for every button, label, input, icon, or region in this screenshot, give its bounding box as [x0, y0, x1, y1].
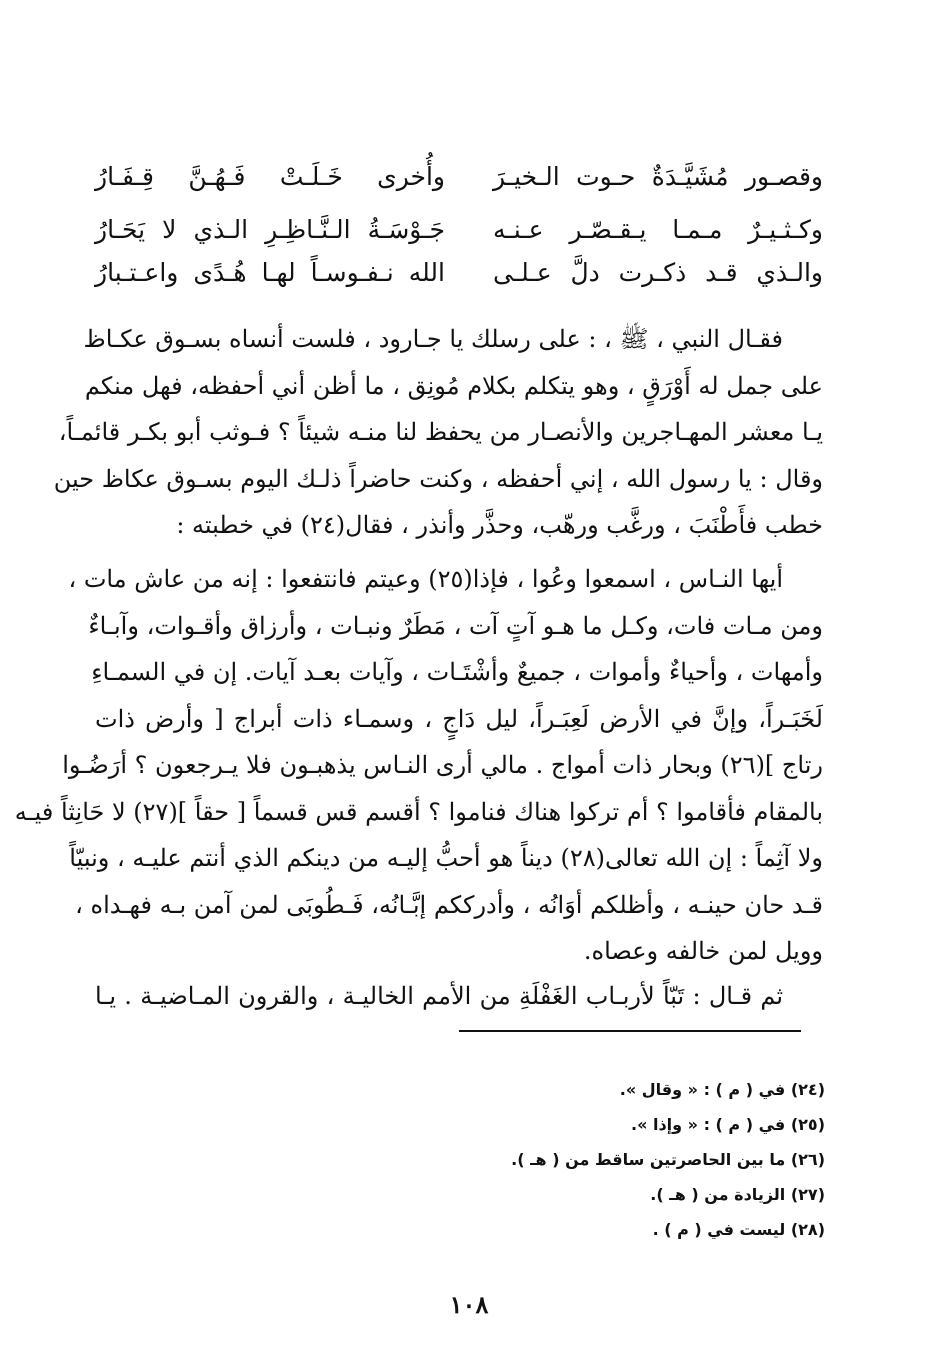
text-line: بالمقام فأقاموا ؟ أم تركوا هناك فناموا ؟ أقسم قس قسماً [ حقاً ](٢٧) لا حَانِثاً فيـه	[14, 797, 823, 826]
page-number: ١٠٨	[449, 1290, 489, 1319]
poem-hemistich-first: وكـثـيـرٌ مـمـا يـقـصّـر عـنـه	[493, 215, 823, 244]
poem-hemistich-first: وقصـور مُشَيَّـدَةٌ حـوت الـخيـرَ	[493, 162, 823, 191]
text-line: خطب فأَطْنَبَ ، ورغَّب ورهّب، وحذَّر وأنذر ، فقال(٢٤) في خطبته :	[176, 511, 823, 539]
text-line: ثم قـال : تَبّاً لأربـاب الغَفْلَةِ من الأمم الخاليـة ، والقرون المـاضيـة . يـا	[95, 982, 783, 1010]
text-line: أيها النـاس ، اسمعوا وعُوا ، فإذا(٢٥) وعيتم فانتفعوا : إنه من عاش مات ،	[68, 565, 783, 593]
paragraph-1	[53, 316, 823, 549]
poem-hemistich-first: والـذي قـد ذكـرت دلَّ عـلـى	[493, 258, 823, 287]
footnotes	[459, 1072, 825, 1247]
footnote-24: (٢٤) في ( م ) : « وقال ».	[619, 1080, 825, 1099]
text-line: وويل لمن خالفه وعصاه.	[583, 937, 823, 965]
text-line: فقـال النبي ، ﷺ ، : على رسلك يا جـارود ، فلست أنساه بسـوق عكـاظ	[83, 325, 783, 353]
text-line: على جمل له أَوْرَقٍ ، وهو يتكلم بكلام مُونِق ، ما أظن أني أحفظه، فهل منكم	[84, 371, 823, 400]
text-line: ومن مـات فات، وكـل ما هـو آتٍ آت ، مَطَرٌ ونبـات ، وأرزاق وأقـوات، وآبـاءٌ	[88, 611, 823, 640]
paragraph-3	[95, 973, 823, 1020]
poem-verse-1	[95, 157, 823, 197]
footnote-25: (٢٥) في ( م ) : « وإذا ».	[630, 1115, 825, 1134]
poem-hemistich-second: الله نـفـوسـاً لهـا هُـدًى واعـتـبارُ	[95, 258, 445, 287]
poem-verse-3	[95, 253, 823, 293]
paragraph-2	[14, 556, 823, 975]
footnote-26: (٢٦) ما بين الحاصرتين ساقط من ( هـ ).	[511, 1150, 825, 1169]
poem-hemistich-second: جَـوْسَـةُ الـنَّـاظِـرِ الـذي لا يَحَـارُ	[95, 215, 445, 244]
text-line: قـد حان حينـه ، وأظلكم أوَانُه ، وأدرككم إبَّـانُه، فَـطُوبَى لمن آمن بـه فهـداه ،	[75, 890, 823, 919]
poem-verse-2	[95, 210, 823, 250]
poem-hemistich-second: وأُخرى خَـلَـتْ فَـهُـنَّ قِـفَـارُ	[95, 162, 445, 191]
text-line: وأمهات ، وأحياءٌ وأموات ، جميعٌ وأشْتَـات ، وآيات بعـد آيات. إن في السمـاءِ	[91, 658, 823, 686]
footnote-27: (٢٧) الزيادة من ( هـ ).	[650, 1185, 825, 1204]
text-line: ولا آثِماً : إن الله تعالى(٢٨) ديناً هو أحبُّ إليـه من دينكم الذي أنتم عليـه ، ونبيّاً	[69, 844, 823, 872]
text-line: وقال : يا رسول الله ، إني أحفظه ، وكنت حاضراً ذلـك اليوم بسـوق عكاظ حين	[53, 464, 823, 493]
footnote-divider	[459, 1030, 801, 1032]
text-line: يـا معشر المهـاجرين والأنصـار من يحفظ لنا منـه شيئاً ؟ فـوثب أبو بكـر قائمـاً،	[58, 418, 823, 446]
text-line: لَخَبَـراً، وإنَّ في الأرض لَعِبَـراً، ليل دَاجٍ ، وسمـاء ذات أبراج [ وأرض ذات	[95, 704, 823, 733]
footnote-28: (٢٨) ليست في ( م ) .	[652, 1220, 825, 1239]
text-line: رتاج ](٢٦) وبحار ذات أمواج . مالي أرى النـاس يذهبـون فلا يـرجعون ؟ أرَضُـوا	[62, 751, 823, 779]
